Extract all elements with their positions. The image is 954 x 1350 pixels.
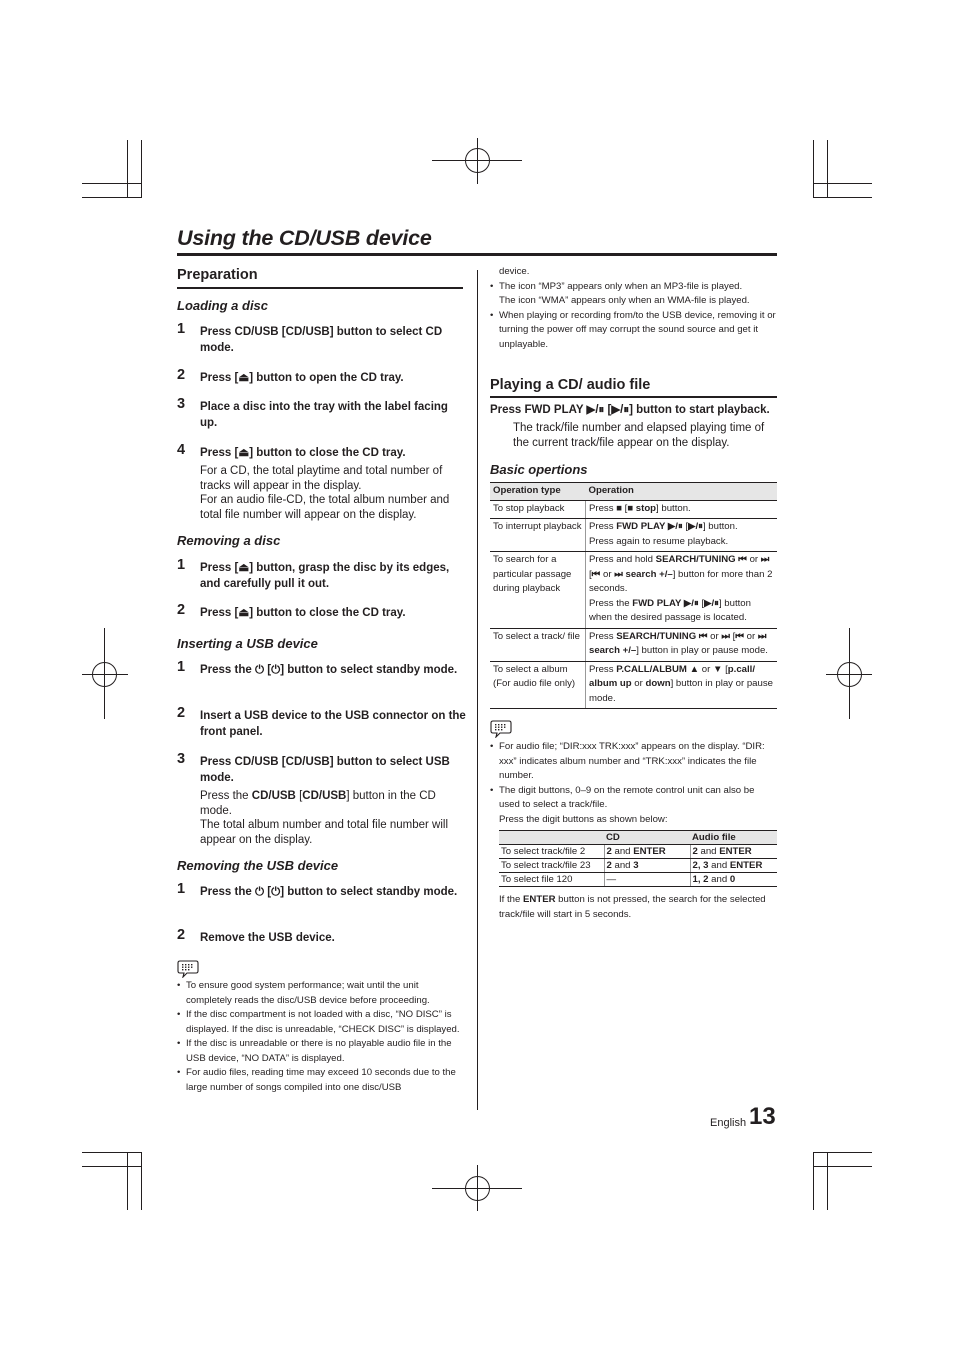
step-number: 2 <box>177 705 186 721</box>
column-header: Audio file <box>690 831 777 845</box>
step-number: 2 <box>177 602 186 618</box>
note-item: • If the disc is unreadable or there is no playable audio file in the USB device, “NO DATA” is displayed. <box>177 1037 464 1066</box>
power-icon: ⏻ <box>254 886 265 898</box>
operation-type-cell: To select a album (For audio file only) <box>490 661 586 709</box>
audio-file-cell: 2 and ENTER <box>690 845 777 859</box>
operation-type-cell: To stop playback <box>490 500 586 519</box>
note-item: • To ensure good system performance; wait until the unit completely reads the disc/USB device before proceeding. <box>177 979 464 1008</box>
note-item: • The digit buttons, 0–9 on the remote control unit can also be used to select a track/file. Press the digit buttons as shown below: <box>490 784 777 828</box>
operation-cell: Press SEARCH/TUNING ⏮ or ⏭ [⏮ or ⏭ search +/–] button in play or pause mode. <box>586 628 778 661</box>
audio-file-cell: 1, 2 and 0 <box>690 873 777 887</box>
row-label-cell: To select track/file 23 <box>499 859 604 873</box>
enter-note: If the ENTER button is not pressed, the search for the selected track/file will start in 5 seconds. <box>499 894 766 920</box>
step-text-standby: Press the ⏻ [⏻] button to select standby mode. <box>200 886 458 898</box>
step-number: 2 <box>177 927 186 943</box>
step-text: Press [⏏] button to open the CD tray. <box>200 372 404 384</box>
power-icon: ⏻ <box>271 886 281 898</box>
step-number: 2 <box>177 367 186 383</box>
column-divider <box>477 270 478 1110</box>
continued-notes <box>490 265 777 352</box>
operation-cell: Press FWD PLAY ▶/⏸ [▶/⏸] button. Press again to resume playback. <box>586 519 778 552</box>
preparation-notes <box>177 979 464 1095</box>
subheading-removing-usb: Removing the USB device <box>177 858 339 873</box>
subheading-inserting-usb: Inserting a USB device <box>177 636 318 651</box>
subheading-removing-disc: Removing a disc <box>177 533 281 548</box>
cd-cell: — <box>604 873 690 887</box>
column-header: CD <box>604 831 690 845</box>
row-label-cell: To select track/file 2 <box>499 845 604 859</box>
note-item: • For audio files, reading time may exceed 10 seconds due to the large number of songs compiled into one disc/USB <box>177 1066 464 1095</box>
playback-instruction: Press FWD PLAY ▶/⏸ [▶/⏸] button to start playback. <box>490 404 770 416</box>
step-number: 3 <box>177 751 186 767</box>
table-row <box>490 519 777 552</box>
note-item: • For audio file; “DIR:xxx TRK:xxx” appears on the display. “DIR: xxx” indicates album number and “TRK:xxx” indicates the file number. <box>490 740 777 784</box>
cd-cell: 2 and ENTER <box>604 845 690 859</box>
table-header-row <box>490 483 777 501</box>
step-number: 1 <box>177 659 186 675</box>
usb-mode-description: Press the CD/USB [CD/USB] button in the CD mode. The total album number and total file number will appear on the display. <box>200 790 449 846</box>
step-text: Press [⏏] button to close the CD tray. <box>200 447 406 459</box>
playing-rule <box>490 396 777 398</box>
page-number: 13 <box>749 1103 776 1130</box>
note-item: • When playing or recording from/to the USB device, removing it or turning the power off may corrupt the sound source and get it unplayable. <box>490 309 777 353</box>
playing-notes <box>490 740 777 827</box>
audio-file-cell: 2, 3 and ENTER <box>690 859 777 873</box>
note-icon <box>177 960 199 978</box>
note-item: • The icon “MP3” appears only when an MP3-file is played. The icon “WMA” appears only when an WMA-file is played. <box>490 280 777 309</box>
step-text: Remove the USB device. <box>200 932 335 944</box>
preparation-rule <box>177 287 463 289</box>
step-text: Press [⏏] button to close the CD tray. <box>200 607 406 619</box>
playback-description: The track/file number and elapsed playing time of the current track/file appear on the display. <box>513 422 765 449</box>
column-header <box>499 831 604 845</box>
table-row <box>490 552 777 629</box>
subheading-basic-operations: Basic opertions <box>490 462 588 477</box>
operation-cell: Press P.CALL/ALBUM ▲ or ▼ [p.call/ album up or down] button in play or pause mode. <box>586 661 778 709</box>
step-number: 1 <box>177 321 186 337</box>
table-row <box>490 628 777 661</box>
step-text-standby: Press the ⏻ [⏻] button to select standby mode. <box>200 664 458 676</box>
operation-type-cell: To select a track/ file <box>490 628 586 661</box>
step-text: Place a disc into the tray with the label facing up. <box>200 401 448 429</box>
power-icon: ⏻ <box>271 664 281 676</box>
page-title: Using the CD/USB device <box>177 226 432 250</box>
note-item: • If the disc compartment is not loaded with a disc, “NO DISC” is displayed. If the disc is unreadable, “CHECK DISC” is displayed. <box>177 1008 464 1037</box>
operations-table <box>490 482 777 709</box>
step-text: Press [⏏] button, grasp the disc by its edges, and carefully pull it out. <box>200 562 450 590</box>
step-text: Press CD/USB [CD/USB] button to select USB mode. <box>200 756 450 784</box>
operation-cell: Press ■ [■ stop] button. <box>586 500 778 519</box>
subheading-loading-disc: Loading a disc <box>177 298 269 313</box>
table-row <box>490 500 777 519</box>
table-row <box>499 845 777 859</box>
table-row <box>499 873 777 887</box>
operation-cell: Press and hold SEARCH/TUNING ⏮ or ⏭ [⏮ or ⏭ search +/–] button for more than 2 seconds. Press the FWD PLAY ▶/⏸ [▶/⏸] button when the desired passage is located. <box>586 552 778 629</box>
step-number: 3 <box>177 396 186 412</box>
digit-buttons-table <box>499 830 777 887</box>
note-icon <box>490 720 512 738</box>
step-number: 1 <box>177 881 186 897</box>
step-number: 4 <box>177 442 186 458</box>
row-label-cell: To select file 120 <box>499 873 604 887</box>
table-row <box>490 661 777 709</box>
title-rule <box>177 253 777 256</box>
loading-disc-description: For a CD, the total playtime and total number of tracks will appear in the display. For an audio file-CD, the total album number and total file number will appear on the display. <box>200 465 450 521</box>
column-header: Operation <box>586 483 778 501</box>
section-heading-preparation: Preparation <box>177 267 258 283</box>
step-number: 1 <box>177 557 186 573</box>
operation-type-cell: To interrupt playback <box>490 519 586 552</box>
step-text: Insert a USB device to the USB connector on the front panel. <box>200 710 466 738</box>
operation-type-cell: To search for a particular passage during playback <box>490 552 586 629</box>
table-header-row <box>499 831 777 845</box>
step-text: Press CD/USB [CD/USB] button to select CD mode. <box>200 326 443 354</box>
note-continuation: device. <box>499 266 530 277</box>
language-label: English <box>710 1117 747 1129</box>
power-icon: ⏻ <box>254 664 265 676</box>
table-row <box>499 859 777 873</box>
cd-cell: 2 and 3 <box>604 859 690 873</box>
section-heading-playing: Playing a CD/ audio file <box>490 377 651 393</box>
column-header: Operation type <box>490 483 586 501</box>
